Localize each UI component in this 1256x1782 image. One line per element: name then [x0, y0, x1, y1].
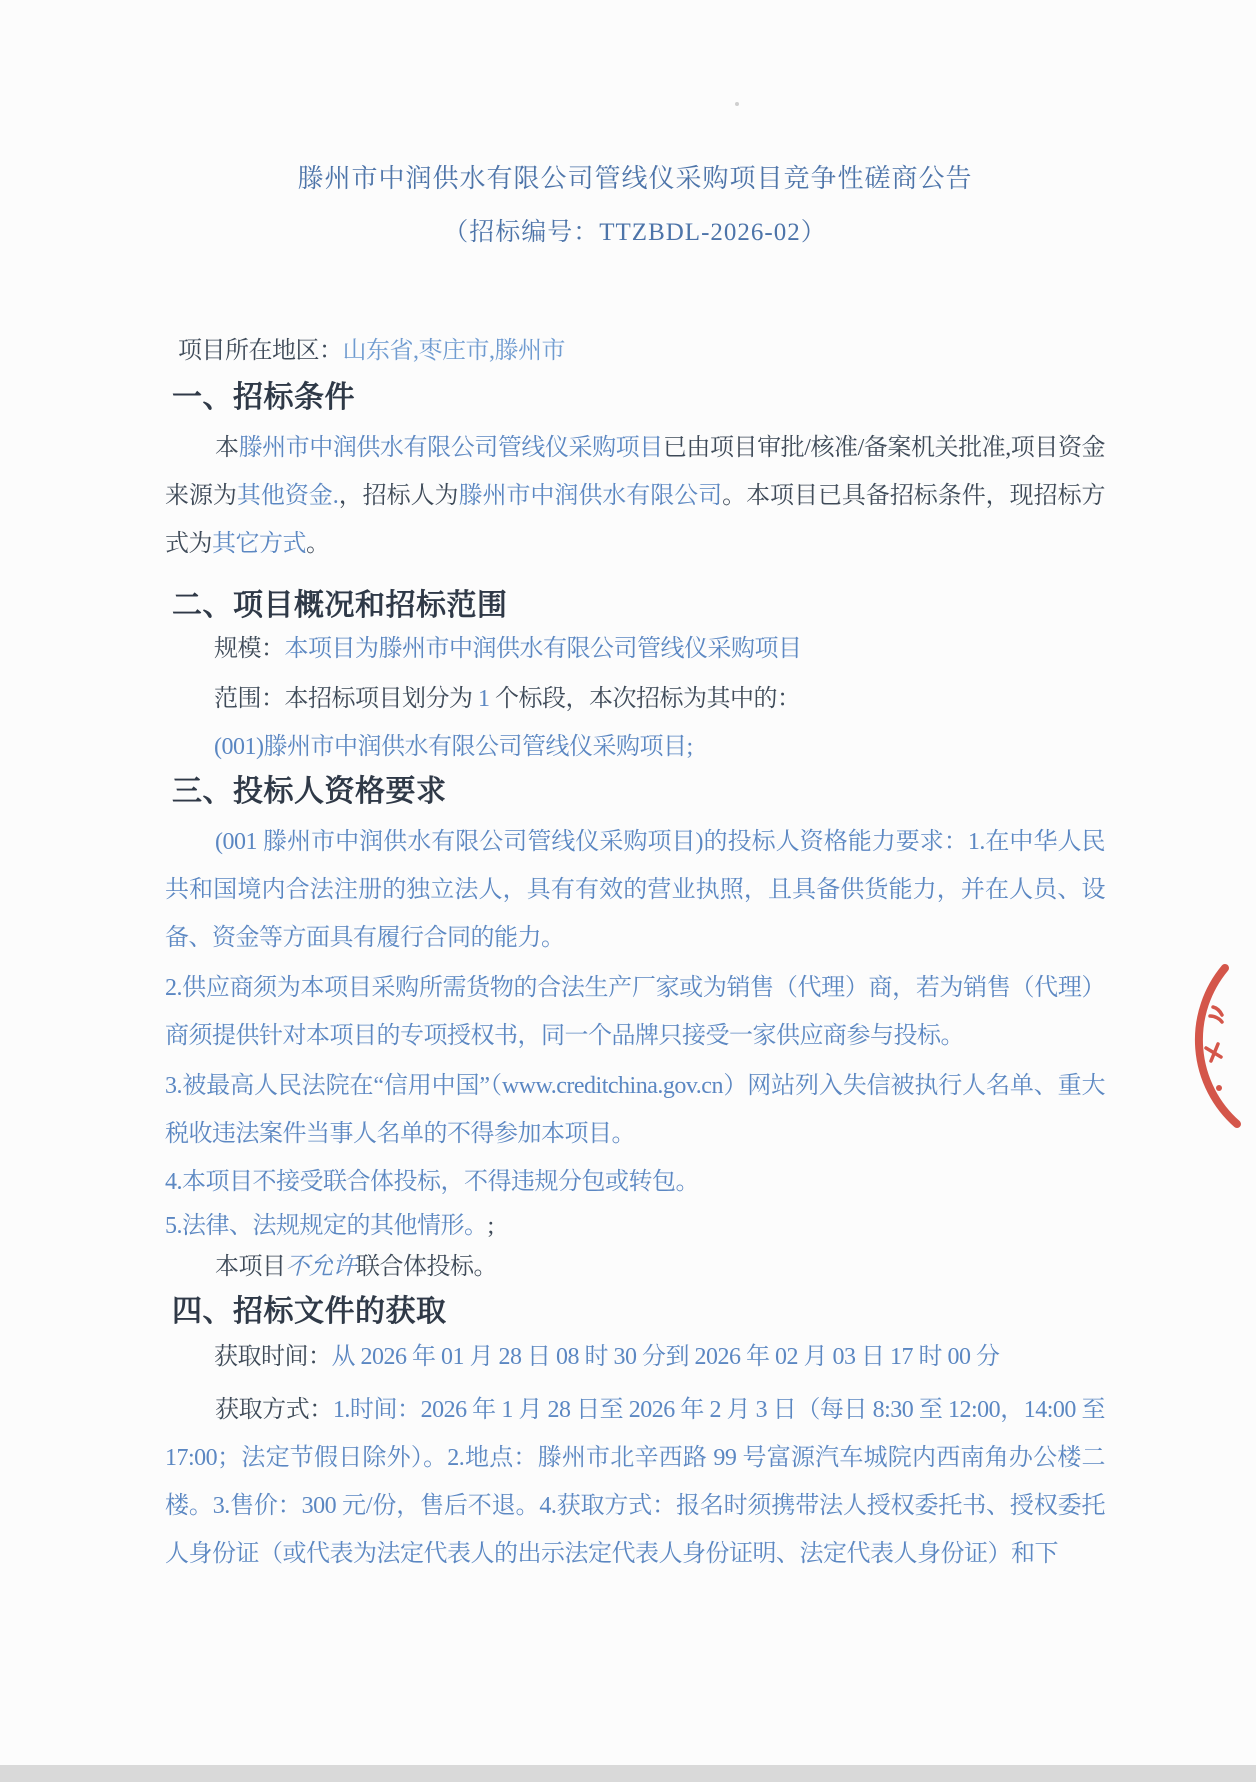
section-2-heading: 二、项目概况和招标范围 [172, 589, 508, 622]
tender-number: （招标编号：TTZBDL-2026-02） [443, 219, 827, 246]
red-seal-stamp [1186, 958, 1256, 1138]
text-segment: 范围：本招标项目划分为 [214, 686, 478, 712]
obtain-time-value: 从 2026 年 01 月 28 日 08 时 30 分到 2026 年 02 月 03 日 17 时 00 分 [331, 1344, 1000, 1370]
qualification-item-5 [165, 1202, 1105, 1250]
section-3-heading: 三、投标人资格要求 [172, 775, 447, 808]
section-1-paragraph [165, 424, 1105, 568]
joint-bid-line [165, 1250, 1105, 1284]
text-segment: 个标段，本次招标为其中的： [489, 686, 801, 712]
obtain-method-paragraph [165, 1386, 1105, 1578]
obtain-method-label: 获取方式： [215, 1397, 333, 1423]
lot-line [165, 730, 1105, 764]
qualification-item-2: 2.供应商须为本项目采购所需货物的合法生产厂家或为销售（代理）商，若为销售（代理）商须提供针对本项目的专项授权书，同一个品牌只接受一家供应商参与投标。 [165, 975, 1105, 1049]
obtain-time-label: 获取时间： [214, 1344, 332, 1370]
scale-label: 规模： [214, 636, 285, 662]
region-value: 山东省,枣庄市,滕州市 [342, 338, 565, 364]
not-allowed-value: 不允许 [285, 1254, 356, 1280]
qualification-item-4: 4.本项目不接受联合体投标，不得违规分包或转包。 [165, 1169, 699, 1195]
fund-source: 其他资金. [236, 483, 339, 509]
obtain-method-value: 1.时间：2026 年 1 月 28 日至 2026 年 2 月 3 日（每日 8:30 至 12:00，14:00 至 17:00；法定节假日除外）。2.地点：滕州市北辛西路 99 号富源汽车城院内西南角办公楼二楼。3.售价：300 元/份，售后不退。4.获取方式：报名时须携带法人授权委托书、授权委托人身份证（或代表为法定代表人的出示法定代表人身份证明、法定代表人身份证）和下 [165, 1397, 1105, 1567]
tender-method: 其它方式 [212, 531, 306, 557]
lot-count: 1 [478, 686, 490, 712]
qualification-item-3: 3.被最高人民法院在“信用中国”（www.creditchina.gov.cn）网站列入失信被执行人名单、重大税收违法案件当事人名单的不得参加本项目。 [165, 1073, 1105, 1147]
region-line [165, 334, 1105, 368]
scan-speck [735, 102, 739, 106]
seal-glyph-fragment [1216, 1085, 1222, 1091]
tenderer-name: 滕州市中润供水有限公司 [458, 483, 723, 509]
text-segment: 联合体投标。 [356, 1254, 497, 1280]
project-name: 滕州市中润供水有限公司管线仪采购项目 [238, 435, 663, 461]
qualification-paragraph: (001 滕州市中润供水有限公司管线仪采购项目)的投标人资格能力要求：1.在中华人民共和国境内合法注册的独立法人，具有有效的营业执照，且具备供货能力，并在人员、设备、资金等方面具有履行合同的能力。 [165, 829, 1105, 951]
text-segment: ; [487, 1213, 494, 1239]
text-segment: 本项目 [215, 1254, 286, 1280]
scope-line [165, 682, 1105, 716]
region-label: 项目所在地区： [178, 338, 343, 364]
text-segment: 本 [215, 435, 239, 461]
text-segment: ，招标人为 [338, 483, 459, 509]
bottom-gray-strip [0, 1765, 1256, 1782]
scale-value: 本项目为滕州市中润供水有限公司管线仪采购项目 [284, 636, 802, 662]
seal-glyph-fragment [1210, 1007, 1222, 1022]
text-segment: 。本项目已具备招标条件，现招标方式为 [165, 483, 1106, 557]
seal-glyph-fragment [1206, 1044, 1221, 1061]
section-1-heading: 一、招标条件 [172, 381, 355, 414]
document-title: 滕州市中润供水有限公司管线仪采购项目竞争性磋商公告 [297, 164, 973, 193]
text-segment: 5.法律、法规规定的其他情形。 [165, 1213, 488, 1239]
obtain-time-line [165, 1340, 1105, 1374]
scale-line [165, 632, 1105, 666]
section-4-heading: 四、招标文件的获取 [172, 1295, 447, 1328]
lot-name: (001)滕州市中润供水有限公司管线仪采购项目; [214, 734, 693, 760]
text-segment: 。 [306, 531, 330, 557]
text-segment: 已由项目审批/核准/备案机关批准,项目资金来源为 [165, 435, 1106, 509]
